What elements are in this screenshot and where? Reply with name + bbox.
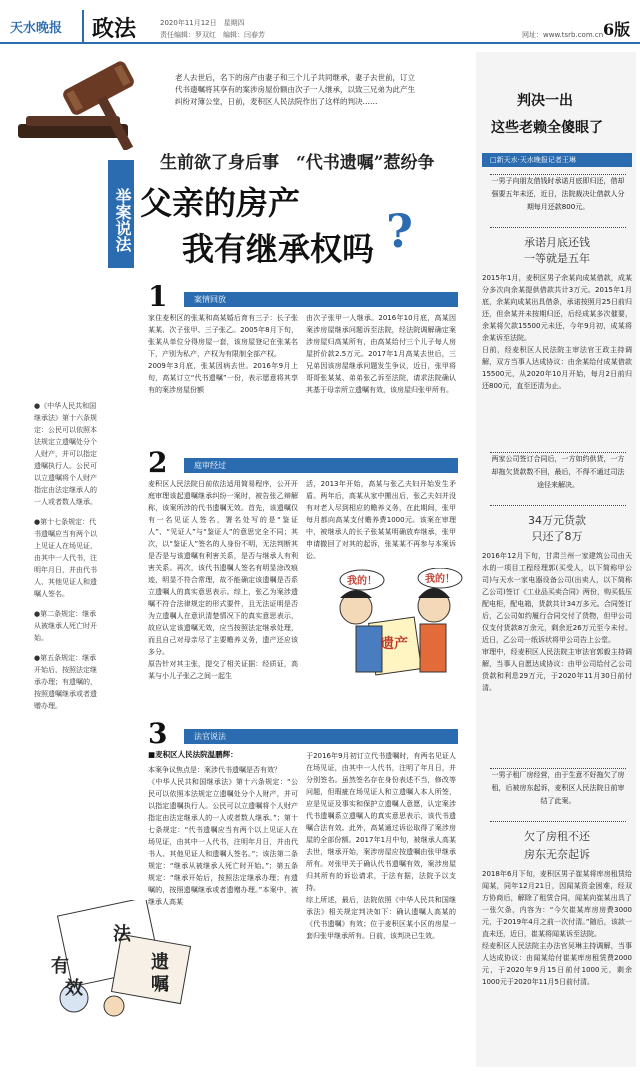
section-name: 政法 — [92, 16, 137, 42]
law-sidebar — [34, 400, 98, 720]
story-subtitle: 欠了房租不还 — [524, 830, 590, 843]
cartoon-word: 法 — [113, 924, 131, 945]
cartoon-word: 有 — [51, 956, 69, 977]
website-url: 网址：www.tsrb.com.cn — [522, 31, 604, 39]
page-number: 6版 — [603, 20, 631, 39]
story-subtitle: 34万元货款 — [528, 514, 586, 527]
inheritance-dispute-illustration — [316, 568, 472, 678]
sidebar-headline-line1: 判决一出 — [517, 93, 573, 109]
headline-line1: 父亲的房产 — [140, 184, 301, 222]
gavel-icon — [12, 54, 162, 150]
question-mark-icon: ? — [386, 204, 413, 258]
section2-left: 麦积区人民法院日前依法适用简易程序，公开开庭审理该起遗嘱继承纠纷一案时，被告张乙辩解称，该案所涉的代书遗嘱无效。首先，该遗嘱仅有一名见证人签名，署名处写的是“鉴证人”、“见证人”与“鉴证人”的意思完全不同；其次，以“鉴证人”签名的人身份不明，无法判断其是否是与该遗嘱有利害关系，是否与继承人有利害关系。再次，该代书遗嘱人签名有明显涂改痕迹，明显不符合常理，故不能确定该遗嘱是否系立遗嘱人的真实意思表示。综上，张乙为案涉遗嘱不符合法律规定的形式要件，且无法证明是否为立遗嘱人在意识清楚情况下的真实意思表示，故应认定该遗嘱无效，应当按照法定继承处理，而且自己对母亲尽了主要赡养义务，遗产还应该多分。 原告针对其主张，提交了相关证据：经质证，高某与小儿子张乙之间一起生 — [148, 480, 298, 680]
section-heading — [148, 717, 458, 750]
story-subtitle: 只还了8万 — [531, 530, 583, 543]
story-subtitle: 房东无奈起诉 — [524, 848, 590, 861]
issue-date: 2020年11月12日 星期四 — [160, 19, 245, 27]
speech-bubble-right: 我的！ — [425, 574, 455, 585]
article-kicker: 生前欲了身后事 “代书遗嘱”惹纷争 — [160, 153, 435, 173]
section-title: 案情回放 — [184, 292, 458, 307]
story-summary: 两家公司签订合同后，一方如约供货，一方却拖欠货款数不回，最后，不得不通过司法途径来解决。 — [490, 452, 626, 506]
section-number: 3 — [148, 717, 168, 750]
section3-left: 本案争议焦点是：案涉代书遗嘱是否有效？ 《中华人民共和国继承法》第十六条规定：“公民可以依照本法规定立遗嘱处分个人财产，并可以指定遗嘱执行人。公民可以立遗嘱将个人财产指定由法定继承人的一人或者数人继承。”；第十七条规定：“代书遗嘱应当有两个以上见证人在场见证，由其中一人代书，注明年月日，并由代书人、其他见证人和遗嘱人签名。”；该法第二条规定：“继承从被继承人死亡时开始。”；第五条规定：“继承开始后，按照法定继承办理；有遗嘱的，按照遗嘱继承或者遗赠办理。”本案中，被继承人高某 — [148, 766, 298, 906]
section3-right: 于2016年9月初订立代书遗嘱时，有两名见证人在场见证，由其中一人代书，注明了年月日，并分别签名。虽然签名存在身份表述不当，修改等问题，但瑕疵在场见证人和立遗嘱人本人所签，应是见证及事实和保护立遗嘱人意愿，认定案涉代书遗嘱系立遗嘱人的真实意思表示，该代书遗嘱合法有效。此外，高某通过诉讼取得了案涉房屋的全部份额。2017年1月中旬，被继承人高某去世，继承开始，案涉房屋应按遗嘱由张甲继承所有。对张甲关于确认代书遗嘱有效，案涉房屋归其所有的诉讼请求，于法有据，法院予以支持。 综上所述，最后，法院依照《中华人民共和国继承法》相关规定判决如下：确认遗嘱人高某的《代书遗嘱》有效；位于麦积区某小区的房屋一套归张甲继承所有。日前，该判决已生效。 — [306, 752, 456, 940]
law-note: ●第五条规定：继承开始后，按照法定继承办理；有遗嘱的，按照遗嘱继承或者遗赠办理。 — [34, 654, 97, 710]
valid-will-cartoon — [34, 900, 198, 1020]
cartoon-word: 嘱 — [151, 974, 169, 995]
story-body: 2015年1月，麦积区男子余某向成某借款，成某分多次向余某提供借款共计3万元。2015年1月底，余某向成某出具借条，承诺按照月25日前归还，但余某并未按期归还，后经成某多次催要，余某将欠款15500元未还，今年9月初，成某将余某诉至法院。 日前，经麦积区人民法院主审法官王政主持调解，双方当事人达成协议：由余某给付成某借款15500元，从2020年10月开始，每月2日前归还800元，直至还清为止。 — [482, 274, 632, 390]
reporter-byline: □新天水·天水晚报记者王琳 — [482, 153, 632, 167]
section-number: 2 — [148, 446, 168, 479]
section2-right: 活，2013年开始，高某与张乙夫妇开始发生矛盾。两年后，高某从家中搬出后，张乙夫妇并没有对老人尽到相应的赡养义务，在此期间，张甲每月都向高某支付赡养费1000元。该案在审理中，被继承人的长子张某某明确放弃继承，张甲申请撤回了对其的起诉，张某某不再参与本案诉讼。 — [306, 480, 456, 560]
law-note: ●第二条规定：继承从被继承人死亡时开始。 — [34, 610, 97, 642]
section-title: 法官说法 — [184, 729, 458, 744]
section1-right: 由次子张甲一人继承。2016年10月底，高某因案涉房屋继承问题诉至法院，经法院调解确定案涉房屋归高某所有，由高某给付三个儿子每人房屋折价款2.5万元。2017年1月高某去世后，三兄弟因该房屋继承问题发生争议，近日，张甲将哥哥张某某、弟弟张乙诉至法院，请求法院确认其基于母亲所立遗嘱有效，该房屋归张甲所有。 — [306, 314, 456, 394]
cartoon-word: 遗 — [151, 952, 169, 973]
section-title: 庭审经过 — [184, 458, 458, 473]
story-summary: 一男子向朋友借钱时承诺月底即归还，借却强要五年未还，近日，法院裁决让借款人分期每月还款800元。 — [490, 174, 626, 228]
story-subtitle: 承诺月底还钱 — [524, 236, 590, 249]
section-heading — [148, 280, 458, 313]
law-note: ●第十七条规定：代书遗嘱应当有两个以上见证人在场见证，由其中一人代书，注明年月日，并由代书人、其他见证人和遗嘱人签名。 — [34, 518, 97, 598]
masthead — [0, 0, 640, 44]
story-body: 2018年6月下旬，麦积区男子崔某将库房租赁给闻某，同年12月21日，因闻某资金困难，经双方协商后，解除了租赁合同，闻某向崔某出具了一张欠条，内容为：“今欠崔某库房房费3000元，于2019年4月之前一次付清。”随后，该款一直未还，近日，崔某将闻某诉至法院。 经麦积区人民法院主办法官吴琳主持调解，当事人达成协议：由闻某给付崔某库房租赁费2000元，于2020年9月15日前付1000元，剩余1000元于2020年11月5日前付清。 — [482, 870, 632, 986]
story-summary: 一男子租厂房经营，由于生意不好拖欠了房租，后被房东起诉，麦积区人民法院日前审结了此案。 — [490, 768, 626, 822]
story-body: 2016年12月下旬，甘肃兰州一家建筑公司由天水的一项目工程经理郭(买受人，以下简称甲公司)与天水一家电器设备公司(出卖人，以下简称乙公司)签订《工业品买卖合同》两份，购买低压配电柜，配电箱，货款共计34万多元。合同签订后，乙公司如约履行合同交付了货物，但甲公司仅支付货款8万余元，剩余近26万元至今未付。近日，乙公司一纸诉状将甲公司告上公堂。 审理中，经麦积区人民法院主审法官郭毅主持调解，当事人自愿达成协议：由甲公司给付乙公司货款和利息29万元，于2020年11月30日前付清。 — [482, 552, 632, 692]
story-subtitle: 一等就是五年 — [524, 252, 590, 265]
speech-bubble-left: 我的！ — [347, 576, 377, 587]
headline-line2: 我有继承权吗 — [182, 230, 375, 268]
section-number: 1 — [148, 280, 168, 313]
column-tag: 举案说法 — [108, 160, 134, 268]
section1-left: 家住麦积区的张某和高某婚后育有三子：长子张某某、次子张甲、三子张乙。2005年8月下旬，张某从单位分得房屋一套，该房屋登记在张某名下，产别为私产，产权为有限制全部产权。 2009年3月底，张某因病去世。2016年9月上旬，高某订立“代书遗嘱”一份，表示愿意将其享有的案涉房屋份额 — [148, 314, 298, 394]
editor-credits: 责任编辑：罗双红 编辑：闫春芳 — [160, 31, 265, 39]
law-note: ●《中华人民共和国继承法》第十六条规定：公民可以依照本法规定立遗嘱处分个人财产，并可以指定遗嘱执行人。公民可以立遗嘱将个人财产指定由法定继承人的一人或者数人继承。 — [34, 402, 97, 506]
sidebar-headline-line2: 这些老赖全傻眼了 — [491, 120, 603, 136]
cartoon-word: 效 — [65, 978, 83, 999]
paper-name: 天水晚报 — [10, 21, 63, 36]
divider — [82, 10, 84, 42]
document-label: 遗产 — [380, 636, 408, 652]
section-heading — [148, 446, 458, 479]
judge-byline: ■麦积区人民法院温鹏辉： — [148, 750, 238, 759]
intro-text: 老人去世后，名下的房产由妻子和三个儿子共同继承，妻子去世前，订立代书遗嘱将其享有的案涉房屋份额由次子一人继承，以致三兄弟为此产生纠纷对簿公堂，日前，麦积区人民法院作出了这样的判决…… — [175, 73, 415, 106]
